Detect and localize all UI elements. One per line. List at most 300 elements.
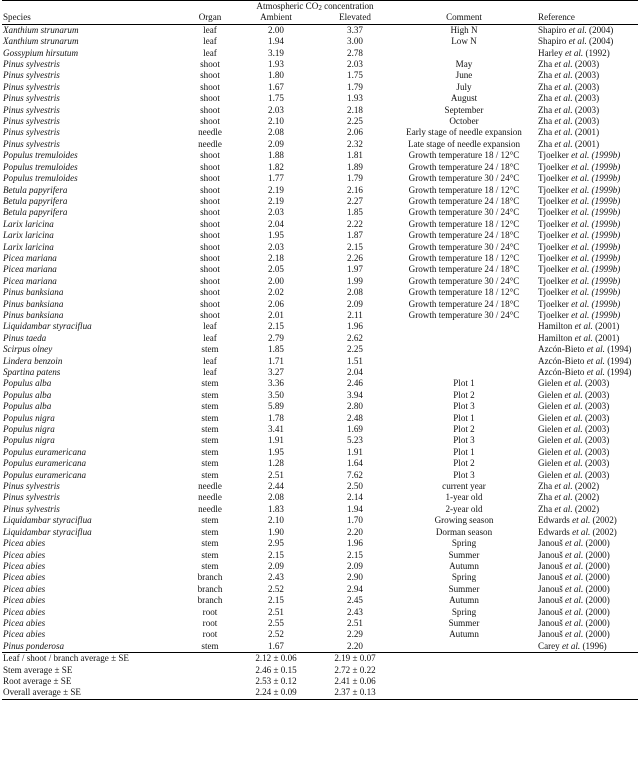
reference-cell	[534, 299, 638, 310]
comment-cell: Growth temperature 24 / 18°C	[408, 264, 520, 275]
ambient-cell: 1.77	[268, 173, 284, 184]
reference-author: Zha	[538, 93, 555, 104]
organ-cell: leaf	[203, 36, 217, 47]
reference-author: Janouš	[538, 629, 566, 640]
reference-author: Gielen	[538, 458, 565, 469]
comment-cell: Summer	[448, 549, 480, 560]
organ-cell: stem	[201, 424, 219, 435]
organ-cell: shoot	[200, 150, 220, 161]
comment-cell: Growth temperature 24 / 18°C	[408, 161, 520, 172]
reference-year: (2003)	[572, 81, 600, 92]
ambient-cell: 3.36	[268, 378, 284, 389]
reference-author: Hamilton	[538, 321, 575, 332]
reference-etal: et al.	[574, 332, 593, 343]
reference-cell	[534, 276, 638, 287]
table-row	[2, 561, 638, 572]
comment-cell: Growth temperature 18 / 12°C	[408, 287, 520, 298]
reference-etal: et al.	[554, 492, 573, 503]
reference-cell	[534, 401, 638, 412]
reference-cell	[534, 321, 638, 332]
reference-author: Tjoelker	[538, 264, 572, 275]
species-cell: Picea mariana	[3, 275, 57, 286]
species-cell: Populus tremuloides	[3, 161, 78, 172]
reference-etal: et al. (1999b)	[571, 230, 621, 241]
reference-author: Gielen	[538, 435, 565, 446]
table-row	[2, 550, 638, 561]
organ-cell: stem	[201, 515, 219, 526]
reference-author: Azcón-Bieto	[538, 367, 587, 377]
reference-etal: et al. (1999b)	[571, 252, 621, 263]
elevated-cell: 2.04	[347, 367, 363, 377]
reference-etal: et al. (1999b)	[571, 195, 621, 206]
organ-cell: leaf	[203, 332, 217, 343]
organ-cell: needle	[198, 503, 222, 514]
organ-cell: shoot	[200, 173, 220, 184]
comment-cell	[394, 48, 534, 59]
reference-etal: et al.	[565, 583, 584, 594]
spacer-cell	[534, 1, 638, 13]
reference-author: Azcón-Bieto	[538, 344, 587, 355]
elevated-cell: 2.22	[347, 218, 363, 229]
elevated-cell: 2.27	[347, 195, 363, 206]
ambient-cell: 1.90	[268, 526, 284, 537]
species-cell: Picea abies	[3, 595, 46, 606]
reference-etal: et al.	[564, 424, 583, 435]
reference-year: (1996)	[580, 640, 607, 651]
reference-etal: et al.	[565, 629, 584, 640]
comment-cell: Growth temperature 18 / 12°C	[408, 184, 520, 195]
organ-cell: shoot	[200, 309, 220, 320]
ambient-cell: 2.09	[268, 560, 284, 571]
ambient-cell: 2.52	[268, 583, 284, 594]
reference-year: (2003)	[582, 458, 610, 469]
ambient-cell: 2.08	[268, 127, 284, 138]
comment-cell: 1-year old	[445, 492, 483, 503]
reference-year: (2003)	[582, 446, 610, 457]
reference-etal: et al.	[564, 469, 583, 480]
organ-cell: stem	[201, 526, 219, 537]
elevated-cell: 2.50	[347, 481, 363, 492]
average-elevated: 2.41 ± 0.06	[334, 675, 376, 686]
reference-year: (2002)	[590, 515, 617, 526]
organ-cell: shoot	[200, 81, 220, 92]
average-ambient: 2.46 ± 0.15	[255, 664, 297, 675]
reference-author: Janouš	[538, 560, 566, 571]
organ-cell: stem	[201, 378, 219, 389]
comment-cell: High N	[450, 24, 478, 35]
organ-cell: stem	[201, 469, 219, 480]
elevated-cell: 2.62	[347, 332, 363, 343]
reference-author: Tjoelker	[538, 252, 572, 263]
reference-author: Zha	[538, 116, 555, 127]
reference-cell	[534, 105, 638, 116]
species-cell: Xanthium strunarum	[3, 24, 79, 35]
comment-cell	[394, 321, 534, 332]
elevated-cell: 1.81	[347, 150, 363, 161]
reference-etal: et al.	[564, 389, 583, 400]
reference-cell	[534, 584, 638, 595]
organ-cell: leaf	[203, 367, 217, 377]
reference-etal: et al.	[564, 412, 583, 423]
spacer-cell	[534, 676, 638, 687]
comment-cell: Growth temperature 24 / 18°C	[408, 195, 520, 206]
elevated-cell: 2.18	[347, 104, 363, 115]
elevated-cell: 1.96	[347, 538, 363, 549]
reference-cell	[534, 561, 638, 572]
reference-year: (2000)	[583, 538, 610, 549]
organ-cell: shoot	[200, 287, 220, 298]
reference-cell	[534, 641, 638, 653]
organ-cell: stem	[201, 549, 219, 560]
reference-etal: et al. (1999b)	[571, 173, 621, 184]
reference-etal: et al. (1999b)	[571, 241, 621, 252]
reference-etal: et al.	[554, 104, 573, 115]
co2-group-header: Atmospheric $CO_2$ concentration	[256, 1, 374, 12]
average-elevated: 2.19 ± 0.07	[334, 653, 376, 664]
reference-year: (2003)	[582, 378, 610, 389]
ambient-cell: 2.06	[268, 298, 284, 309]
reference-author: Tjoelker	[538, 184, 572, 195]
comment-cell: Growth temperature 24 / 18°C	[408, 230, 520, 241]
comment-cell	[394, 641, 534, 653]
reference-author: Janouš	[538, 538, 566, 549]
species-cell: Pinus ponderosa	[3, 640, 65, 651]
reference-cell	[534, 435, 638, 446]
comment-cell: Spring	[451, 572, 477, 583]
reference-year: (2003)	[582, 424, 610, 435]
comment-cell: Dorman season	[435, 526, 493, 537]
table-row	[2, 333, 638, 344]
ambient-cell: 1.67	[268, 81, 284, 92]
table-row	[2, 253, 638, 264]
table-row	[2, 162, 638, 173]
reference-cell	[534, 367, 638, 378]
comment-cell: May	[455, 59, 473, 70]
elevated-cell: 2.29	[347, 629, 363, 640]
species-cell: Populus nigra	[3, 424, 55, 435]
reference-cell	[534, 538, 638, 549]
organ-cell: stem	[201, 458, 219, 469]
elevated-cell: 2.78	[347, 47, 363, 58]
organ-cell: shoot	[200, 93, 220, 104]
comment-cell: Plot 1	[453, 378, 475, 389]
reference-author: Janouš	[538, 583, 566, 594]
elevated-cell: 2.25	[347, 344, 363, 355]
elevated-cell: 1.97	[347, 264, 363, 275]
table-row	[2, 127, 638, 138]
table-row	[2, 287, 638, 298]
organ-cell: needle	[198, 138, 222, 149]
reference-author: Zha	[538, 492, 555, 503]
reference-author: Shapiro	[538, 24, 569, 35]
organ-cell: shoot	[200, 218, 220, 229]
reference-author: Edwards	[538, 515, 573, 526]
reference-cell	[534, 82, 638, 93]
reference-cell	[534, 458, 638, 469]
reference-author: Tjoelker	[538, 207, 572, 218]
species-cell: Liquidambar styraciflua	[3, 515, 92, 526]
reference-cell	[534, 287, 638, 298]
comment-cell: Plot 3	[453, 401, 475, 412]
reference-cell	[534, 527, 638, 538]
reference-cell	[534, 413, 638, 424]
reference-author: Tjoelker	[538, 161, 572, 172]
elevated-cell: 2.45	[347, 595, 363, 606]
species-cell: Populus euramericana	[3, 446, 87, 457]
comment-cell: Summer	[448, 617, 480, 628]
reference-cell	[534, 344, 638, 355]
comment-cell: September	[444, 104, 484, 115]
reference-author: Edwards	[538, 526, 573, 537]
reference-cell	[534, 333, 638, 344]
ambient-cell: 1.28	[268, 458, 284, 469]
average-elevated: 2.72 ± 0.22	[334, 664, 376, 675]
organ-cell: stem	[201, 401, 219, 412]
comment-cell: Autumn	[449, 595, 479, 606]
ambient-cell: 2.52	[268, 629, 284, 640]
table-row	[2, 356, 638, 367]
ambient-cell: 2.95	[268, 538, 284, 549]
organ-cell: shoot	[200, 252, 220, 263]
comment-cell: Growth temperature 30 / 24°C	[408, 275, 520, 286]
reference-author: Janouš	[538, 572, 566, 583]
elevated-cell: 2.14	[347, 492, 363, 503]
elevated-cell: 2.03	[347, 59, 363, 70]
reference-author: Tjoelker	[538, 230, 572, 241]
reference-etal: et al.	[554, 116, 573, 127]
elevated-cell: 2.16	[347, 184, 363, 195]
elevated-cell: 1.96	[347, 321, 363, 332]
species-cell: Picea abies	[3, 572, 46, 583]
organ-cell: shoot	[200, 275, 220, 286]
average-ambient: 2.12 ± 0.06	[255, 653, 297, 664]
reference-etal: et al.	[574, 321, 593, 332]
reference-author: Tjoelker	[538, 287, 572, 298]
average-label: Overall average ± SE	[3, 687, 81, 698]
reference-cell	[534, 59, 638, 70]
species-cell: Betula papyrifera	[3, 184, 68, 195]
col-header-species: Species	[3, 12, 31, 23]
reference-year: (2002)	[590, 526, 617, 537]
reference-year: (2000)	[583, 583, 610, 594]
average-row	[2, 676, 638, 687]
species-cell: Pinus sylvestris	[3, 70, 60, 81]
ambient-cell: 1.95	[268, 446, 284, 457]
comment-cell: Early stage of needle expansion	[406, 127, 522, 138]
reference-etal: et al.	[586, 355, 605, 366]
reference-author: Zha	[538, 59, 555, 70]
table-row	[2, 595, 638, 606]
organ-cell: shoot	[200, 104, 220, 115]
reference-cell	[534, 310, 638, 321]
ambient-cell: 2.10	[268, 116, 284, 127]
species-cell: Pinus sylvestris	[3, 492, 60, 503]
comment-cell: Growing season	[434, 515, 494, 526]
ambient-cell: 3.27	[268, 367, 284, 377]
comment-cell	[394, 367, 534, 378]
reference-author: Zha	[538, 70, 555, 81]
reference-cell	[534, 595, 638, 606]
organ-cell: leaf	[203, 321, 217, 332]
species-cell: Larix laricina	[3, 241, 54, 252]
reference-etal: et al.	[565, 617, 584, 628]
reference-etal: et al.	[565, 606, 584, 617]
reference-etal: et al. (1999b)	[571, 264, 621, 275]
reference-etal: et al.	[565, 538, 584, 549]
elevated-cell: 2.15	[347, 549, 363, 560]
species-cell: Pinus sylvestris	[3, 59, 60, 70]
comment-cell: Low N	[451, 36, 477, 47]
reference-year: (2001)	[572, 138, 600, 149]
elevated-cell: 5.23	[347, 435, 363, 446]
species-cell: Liquidambar styraciflua	[3, 526, 92, 537]
elevated-cell: 1.93	[347, 93, 363, 104]
table-row	[2, 299, 638, 310]
ambient-cell: 1.94	[268, 36, 284, 47]
reference-author: Tjoelker	[538, 173, 572, 184]
reference-author: Tjoelker	[538, 218, 572, 229]
elevated-cell: 2.25	[347, 116, 363, 127]
average-ambient: 2.53 ± 0.12	[255, 675, 297, 686]
reference-cell	[534, 219, 638, 230]
organ-cell: stem	[201, 560, 219, 571]
organ-cell: root	[202, 606, 218, 617]
spacer-cell	[394, 665, 534, 676]
reference-etal: et al.	[568, 24, 587, 35]
reference-cell	[534, 481, 638, 492]
spacer-cell	[2, 1, 184, 13]
reference-etal: et al. (1999b)	[571, 184, 621, 195]
reference-etal: et al.	[564, 435, 583, 446]
reference-etal: et al. (1999b)	[571, 207, 621, 218]
reference-author: Gielen	[538, 469, 565, 480]
ambient-cell: 2.15	[268, 549, 284, 560]
reference-author: Zha	[538, 104, 555, 115]
table-row	[2, 378, 638, 389]
organ-cell: leaf	[203, 47, 217, 58]
organ-cell: stem	[201, 435, 219, 446]
reference-author: Tjoelker	[538, 150, 572, 161]
organ-cell: leaf	[203, 355, 217, 366]
species-cell: Pinus taeda	[3, 332, 47, 343]
table-row	[2, 116, 638, 127]
reference-etal: et al.	[564, 458, 583, 469]
reference-cell	[534, 253, 638, 264]
reference-cell	[534, 173, 638, 184]
reference-author: Hamilton	[538, 332, 575, 343]
reference-cell	[534, 48, 638, 59]
spacer-cell	[394, 687, 534, 699]
table-row	[2, 344, 638, 355]
organ-cell: stem	[201, 538, 219, 549]
reference-cell	[534, 150, 638, 161]
reference-cell	[534, 572, 638, 583]
organ-cell: shoot	[200, 230, 220, 241]
comment-cell: Plot 2	[453, 458, 475, 469]
organ-cell: leaf	[203, 24, 217, 35]
organ-cell: needle	[198, 481, 222, 492]
organ-cell: branch	[197, 595, 223, 606]
organ-cell: needle	[198, 492, 222, 503]
elevated-cell: 1.91	[347, 446, 363, 457]
table-row	[2, 105, 638, 116]
reference-etal: et al.	[554, 70, 573, 81]
elevated-cell: 1.89	[347, 161, 363, 172]
reference-author: Tjoelker	[538, 195, 572, 206]
reference-author: Zha	[538, 138, 555, 149]
table-row	[2, 424, 638, 435]
reference-author: Zha	[538, 503, 555, 514]
average-label: Root average ± SE	[3, 675, 72, 686]
reference-author: Azcón-Bieto	[538, 355, 587, 366]
reference-author: Zha	[538, 127, 555, 138]
reference-etal: et al. (1999b)	[571, 275, 621, 286]
comment-cell: Growth temperature 30 / 24°C	[408, 173, 520, 184]
table-row	[2, 515, 638, 526]
table-row	[2, 584, 638, 595]
ambient-cell: 2.08	[268, 492, 284, 503]
reference-etal: et al.	[554, 127, 573, 138]
reference-etal: et al.	[554, 138, 573, 149]
table-row	[2, 70, 638, 81]
reference-year: (2003)	[572, 116, 600, 127]
organ-cell: branch	[197, 572, 223, 583]
reference-etal: et al.	[562, 640, 581, 651]
reference-author: Zha	[538, 481, 555, 492]
ambient-cell: 2.18	[268, 252, 284, 263]
reference-etal: et al. (1999b)	[571, 309, 621, 320]
reference-cell	[534, 242, 638, 253]
reference-etal: et al.	[564, 446, 583, 457]
reference-author: Gielen	[538, 389, 565, 400]
table-row	[2, 413, 638, 424]
table-row	[2, 48, 638, 59]
elevated-cell: 1.75	[347, 70, 363, 81]
reference-cell	[534, 447, 638, 458]
reference-cell	[534, 70, 638, 81]
reference-year: (2001)	[592, 332, 620, 343]
reference-author: Carey	[538, 640, 562, 651]
reference-author: Janouš	[538, 549, 566, 560]
ambient-cell: 2.15	[268, 595, 284, 606]
species-cell: Picea abies	[3, 606, 46, 617]
organ-cell: shoot	[200, 59, 220, 70]
reference-etal: et al.	[554, 93, 573, 104]
col-header-organ: Organ	[198, 12, 222, 23]
reference-etal: et al. (1999b)	[571, 287, 621, 298]
reference-etal: et al.	[554, 81, 573, 92]
ambient-cell: 5.89	[268, 401, 284, 412]
reference-cell	[534, 207, 638, 218]
elevated-cell: 1.64	[347, 458, 363, 469]
elevated-cell: 7.62	[347, 469, 363, 480]
comment-cell: Plot 3	[453, 435, 475, 446]
table-row	[2, 93, 638, 104]
reference-etal: et al.	[568, 36, 587, 47]
reference-etal: et al.	[586, 367, 605, 377]
ambient-cell: 1.82	[268, 161, 284, 172]
comment-cell: Plot 1	[453, 412, 475, 423]
spacer-cell	[534, 665, 638, 676]
reference-year: (2000)	[583, 572, 610, 583]
elevated-cell: 1.70	[347, 515, 363, 526]
reference-cell	[534, 230, 638, 241]
organ-cell: root	[202, 617, 218, 628]
reference-etal: et al.	[565, 595, 584, 606]
reference-author: Gielen	[538, 446, 565, 457]
reference-author: Janouš	[538, 617, 566, 628]
comment-cell: Late stage of needle expansion	[407, 138, 521, 149]
